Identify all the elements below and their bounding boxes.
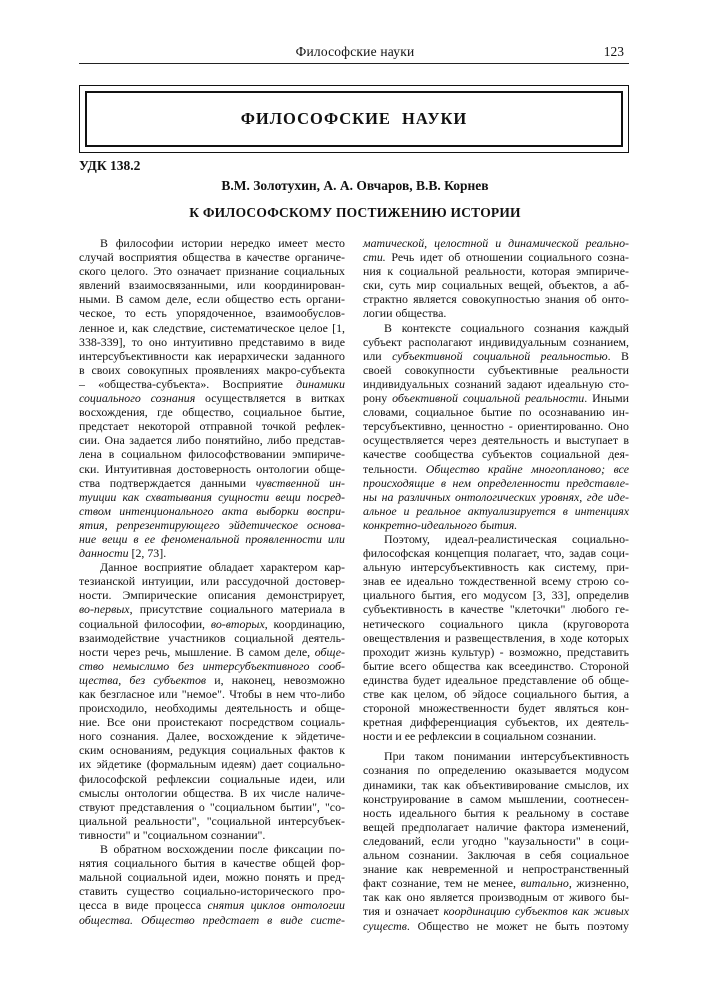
text-line: проходит жизнь культур) - возможно, представить [363, 644, 629, 659]
section-heading-inner-frame [85, 91, 623, 147]
running-header-title: Философские науки [295, 44, 415, 59]
text-line: так как оно является производным от живого бы- [363, 890, 629, 905]
page-number: 123 [603, 44, 624, 59]
article-authors: В.М. Золотухин, А. А. Овчаров, В.В. Корнев [221, 178, 489, 193]
text-line: страктно является совокупностью знания об онто- [363, 292, 629, 307]
text-line: общества. Общество предстает в виде систе- [79, 912, 345, 927]
text-line: смыслы онтологии общества. В их числе наличе- [79, 785, 345, 800]
text-line: альное и реальное актуализируется в интенциях [363, 503, 629, 518]
text-line: тезианской интуиции, или рассудочной достовер- [79, 574, 345, 589]
text-line: субъективность в качестве "клеточки" любого ге- [363, 602, 629, 617]
text-line: тивности" и "социальном сознании". [79, 827, 266, 842]
text-line: конкретно-идеального бытия. [363, 517, 518, 532]
text-line: стве как целом, об эйдосе социального бытия, а [363, 687, 629, 701]
text-line: ность идеального бытия к реальному в составе [363, 805, 629, 820]
text-line: цесса в виде процесса снятия циклов онтологии [79, 898, 345, 913]
text-line: щества, без субъектов и, наконец, невозможно [79, 672, 345, 687]
text-line: взаимодействие участников социальной деятель- [79, 630, 345, 645]
text-line: динамики, так как объективирование смыслов, их [363, 777, 629, 792]
text-line: ским основаниям, редукция социальных фактов к [79, 743, 345, 758]
text-line: нетического социального цикла (круговорота [363, 616, 629, 631]
udc-code: УДК 138.2 [79, 158, 141, 173]
text-line: явлений взаимосвязанными, или координирован- [79, 278, 345, 293]
text-line: Данное восприятие обладает характером кар- [100, 560, 345, 575]
text-line: нятия социального бытия в качестве общей фор- [79, 856, 345, 871]
text-line: ство немыслимо без интерсубъективного сооб- [79, 658, 345, 673]
text-line: В обратном восхождении после фиксации по- [100, 842, 345, 857]
text-line: сии. Она задается либо понятийно, либо представ- [79, 433, 345, 448]
text-line: овеществления и развеществления, в ходе которых [363, 630, 629, 645]
text-line: философская концепция полагает, что, задав соци- [363, 546, 629, 561]
text-line: предстает некоторой отправной точкой рефлек- [79, 419, 345, 434]
text-line: их эйдетике (формальным идеям) дает социально- [79, 757, 345, 772]
text-line: При таком понимании интерсубъективность [384, 749, 629, 764]
text-line: единства будет идеальное представление об обще- [363, 672, 629, 687]
text-line: или субъективной социальной реальностью. В [363, 348, 629, 363]
text-line: знание как невременной и непространственный [363, 862, 629, 877]
text-line: 338-339], то оно интуитивно представимо в виде [79, 334, 345, 349]
text-line: сознания по определению оказывается модусом [363, 763, 629, 778]
text-line: качестве сообщества субъектов социальной дея- [363, 447, 629, 462]
text-line: случай восприятия общества в качестве органиче- [79, 250, 345, 265]
text-line: интерсубъективности как иерархически заданного [79, 348, 345, 363]
text-line: словами, социальное бытие по осознаванию ин- [363, 405, 629, 420]
text-line: ны на различных онтологических уровнях, где иде- [363, 489, 629, 504]
text-line: ствуют представления о "социальном бытии", "со- [79, 799, 345, 814]
text-line: ставить существо социально-исторического про- [79, 884, 345, 899]
text-line: во-первых, присутствие социального материала в [79, 602, 345, 617]
text-line: в своих совокупных проявлениях макро-субъекта [79, 362, 345, 377]
text-line: В контексте социального сознания каждый [384, 320, 629, 335]
text-line: терсубъективно, ценностно - ориентированно. Оно [363, 419, 629, 434]
text-line: ния к социальной реальности, которая эмпириче- [363, 264, 629, 279]
text-line: ности и ее рефлексии в социальном сознании. [363, 729, 597, 744]
article-title: К ФИЛОСОФСКОМУ ПОСТИЖЕНИЮ ИСТОРИИ [189, 205, 521, 220]
text-line: происходящие в нем определенности представле- [363, 475, 629, 490]
text-line: ности. Эмпирические описания демонстрирует, [79, 588, 345, 603]
text-line: циальной реальности", "социальной интерсубъек- [79, 813, 345, 828]
text-line: ческое, то есть упорядоченное, взаимообуслов- [79, 306, 345, 321]
text-line: бытие всего общества как всеединство. Стороной [363, 658, 629, 673]
text-line: кретная дифференциация субъектов, их деятель- [363, 715, 629, 730]
text-line: факт сознание, тем не менее, витально, жизненно, [363, 876, 629, 891]
text-line: ными. В самом деле, если общество есть органи- [79, 292, 345, 307]
text-line: Поэтому, идеал-реалистическая социально- [384, 531, 629, 546]
text-line: следований, если угодно "каузальности" в соци- [363, 833, 629, 848]
header-rule [79, 63, 629, 64]
text-line: тия и означает координацию субъектов как живых [363, 904, 629, 919]
text-line: сти. Речь идет об отношении социального созна- [363, 250, 629, 265]
text-line: происходило, необходимы деятельность и обще- [79, 701, 345, 716]
text-line: ятия, репрезентирующего эйдетическое основа- [79, 517, 345, 532]
text-line: субъект располагают индивидуальным сознанием, [363, 334, 629, 349]
text-column-right [363, 236, 629, 933]
text-line: данности [2, 73]. [79, 546, 167, 561]
text-line: осуществляется через деятельность и выступает в [363, 433, 629, 448]
text-line: социальной философии, во-вторых, координацию, [79, 616, 345, 631]
text-line: знав ее идеально тождественной всему строю со- [363, 574, 629, 589]
text-line: ски, суть мир социальных вещей, объектов, а аб- [363, 278, 629, 293]
text-line: ского целого. Это означает признание социальных [79, 264, 345, 279]
text-line: логии общества. [363, 306, 447, 321]
section-heading-frame [79, 85, 629, 153]
text-line: альном сознании. Заключая в себя социальное [363, 848, 629, 863]
text-line: вещей предполагает наличие фактора изменений, [363, 819, 629, 834]
text-line: ного сознания. Далее, восхождение к эйдетиче- [79, 729, 345, 744]
text-line: рону объективной социальной реальности. Иными [363, 391, 629, 406]
text-line: ленное и, как следствие, систематическое целое [1, [79, 320, 345, 335]
text-line: ности через речь, мышление. В самом деле, обще- [79, 644, 345, 659]
text-line: матической, целостной и динамической реально- [363, 236, 629, 250]
text-line: ски. Интуитивная достоверность онтологии обще- [79, 461, 345, 476]
text-line: философской рефлексии социальные идеи, или [79, 771, 345, 786]
text-line: конструирование в самом мышлении, соотнесен- [363, 791, 629, 806]
text-column-left [79, 236, 345, 927]
text-line: – «общества-субъекта». Восприятие динамики [79, 376, 345, 391]
text-line: ства подтверждается данными чувственной ин- [79, 475, 345, 490]
text-line: альную интерсубъективность как систему, при- [363, 560, 629, 575]
text-line: как безгласное или "немое". Чтобы в нем что-либо [79, 687, 345, 701]
text-line: ством интенционального акта выборки воспри- [79, 503, 345, 518]
text-line: социального сознания осуществляется в витках [79, 391, 346, 406]
section-title: ФИЛОСОФСКИЕ НАУКИ [240, 109, 468, 128]
text-line: ние. Все они проистекают посредством социаль- [79, 715, 345, 730]
text-line: восхождения, где общество, социальное бытие, [79, 405, 345, 420]
text-line: ние вещи в ее феноменальной проявленности или [79, 531, 345, 546]
text-line: В философии истории нередко имеет место [100, 236, 345, 250]
text-line: мальной социальной идеи, можно понять и пред- [79, 870, 345, 885]
text-line: стороной множественности будет являться кон- [363, 701, 629, 716]
text-line: лена в социальном философствовании эмпириче- [79, 447, 345, 462]
text-line: своей совокупности субъективные реальности [363, 362, 629, 377]
text-line: циального бытия, его модусом [3, 33], определив [363, 588, 629, 603]
text-line: индивидуальных сознаний задают идеальную сто- [363, 376, 629, 391]
text-line: туиции как схватывания сущности вещи посред- [79, 489, 345, 504]
text-line: тельности. Общество крайне многопланово; все [363, 461, 629, 476]
text-line: существ. Общество не может не быть поэтому [363, 918, 629, 933]
